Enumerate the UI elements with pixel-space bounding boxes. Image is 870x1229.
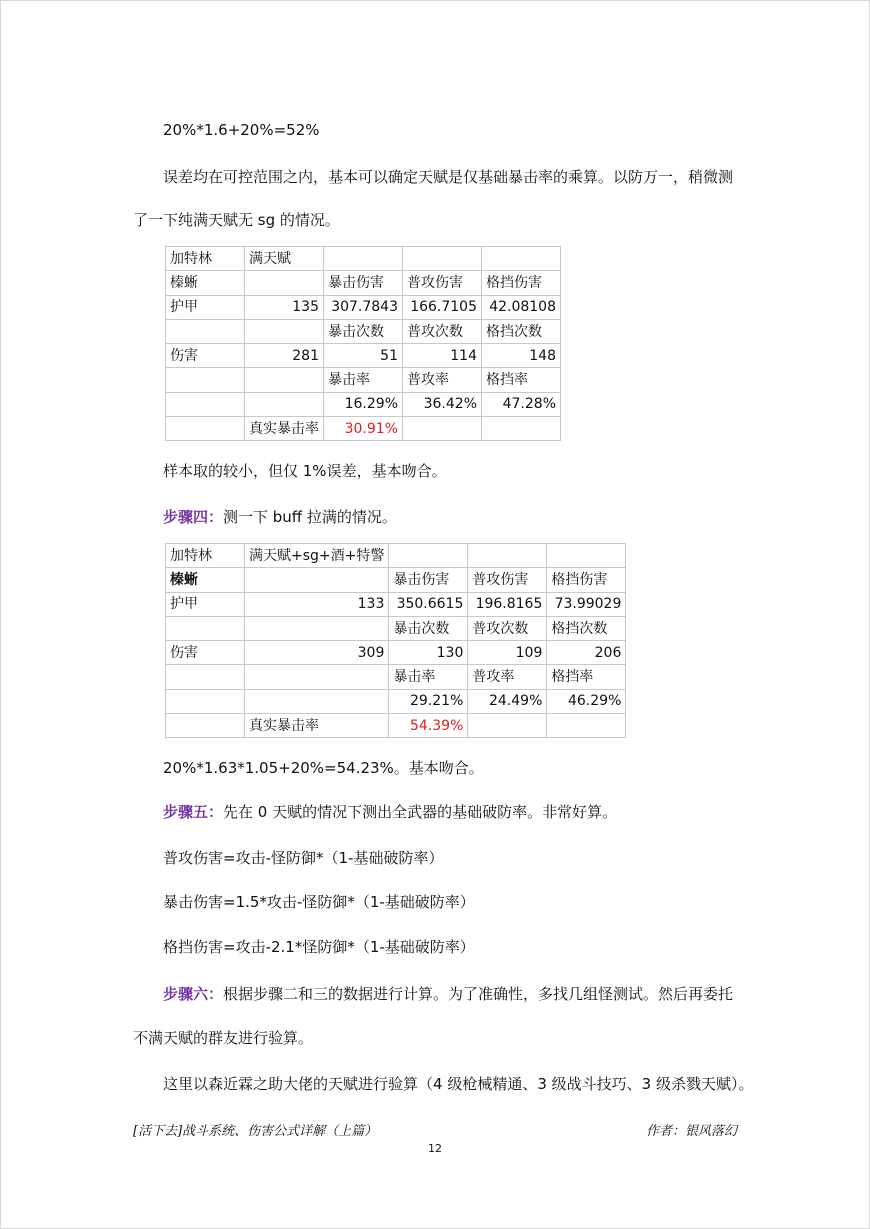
table-cell: 真实暴击率 xyxy=(245,714,389,738)
table-cell xyxy=(245,271,324,295)
table-cell: 加特林 xyxy=(166,247,245,271)
table-row xyxy=(166,392,561,416)
step-4-label: 步骤四： xyxy=(163,508,224,526)
table-cell: 暴击次数 xyxy=(324,319,403,343)
table-cell: 73.99029 xyxy=(547,592,626,616)
table-cell xyxy=(403,417,482,441)
table-cell xyxy=(166,368,245,392)
paragraph-error-range-cont: 了一下纯满天赋无 sg 的情况。 xyxy=(133,211,340,229)
table-cell: 307.7843 xyxy=(324,295,403,319)
table-cell: 29.21% xyxy=(389,689,468,713)
table-cell: 普攻率 xyxy=(403,368,482,392)
paragraph-verification: 这里以森近霖之助大佬的天赋进行验算（4 级枪械精通、3 级战斗技巧、3 级杀戮天赋）。 xyxy=(163,1075,754,1093)
table-full-talent xyxy=(165,246,561,441)
table-cell: 133 xyxy=(245,592,389,616)
table-cell: 46.29% xyxy=(547,689,626,713)
table-row xyxy=(166,641,626,665)
table-cell: 54.39% xyxy=(389,714,468,738)
formula-normal-damage: 普攻伤害=攻击-怪防御*（1-基础破防率） xyxy=(163,849,444,867)
table-row xyxy=(166,368,561,392)
table-cell xyxy=(245,665,389,689)
table-row xyxy=(166,319,561,343)
table-cell xyxy=(245,568,389,592)
table-cell xyxy=(166,665,245,689)
table-cell: 格挡伤害 xyxy=(547,568,626,592)
table-cell: 普攻率 xyxy=(468,665,547,689)
table-cell xyxy=(547,714,626,738)
table-cell: 真实暴击率 xyxy=(245,417,324,441)
table-cell: 130 xyxy=(389,641,468,665)
table-cell xyxy=(245,319,324,343)
table-cell: 暴击伤害 xyxy=(324,271,403,295)
table-cell xyxy=(245,392,324,416)
table-cell: 普攻次数 xyxy=(403,319,482,343)
paragraph-sample-note: 样本取的较小，但仅 1%误差，基本吻合。 xyxy=(163,462,447,480)
table-cell: 暴击率 xyxy=(324,368,403,392)
table-cell xyxy=(245,368,324,392)
page-number: 12 xyxy=(428,1142,442,1155)
table-cell: 普攻次数 xyxy=(468,616,547,640)
formula-line-1: 20%*1.6+20%=52% xyxy=(163,121,320,139)
paragraph-step-4 xyxy=(163,507,397,527)
table-cell xyxy=(482,247,561,271)
paragraph-error-range: 误差均在可控范围之内，基本可以确定天赋是仅基础暴击率的乘算。以防万一，稍微测 xyxy=(163,168,734,186)
table-cell: 格挡率 xyxy=(547,665,626,689)
table-cell xyxy=(166,319,245,343)
table-cell: 普攻伤害 xyxy=(468,568,547,592)
table-cell: 伤害 xyxy=(166,641,245,665)
table-cell: 格挡次数 xyxy=(482,319,561,343)
table-cell xyxy=(166,616,245,640)
table-row xyxy=(166,665,626,689)
table-cell: 109 xyxy=(468,641,547,665)
table-cell xyxy=(389,544,468,568)
formula-crit-damage: 暴击伤害=1.5*攻击-怪防御*（1-基础破防率） xyxy=(163,893,475,911)
table-cell xyxy=(547,544,626,568)
step-5-label: 步骤五： xyxy=(163,803,224,821)
paragraph-step-6-cont: 不满天赋的群友进行验算。 xyxy=(133,1029,314,1047)
table-row xyxy=(166,544,626,568)
table-cell: 16.29% xyxy=(324,392,403,416)
table-cell: 暴击次数 xyxy=(389,616,468,640)
table-cell: 满天赋 xyxy=(245,247,324,271)
paragraph-step-6 xyxy=(163,984,733,1004)
table-cell: 30.91% xyxy=(324,417,403,441)
table-cell: 350.6615 xyxy=(389,592,468,616)
table-cell: 148 xyxy=(482,344,561,368)
table-cell: 309 xyxy=(245,641,389,665)
table-cell xyxy=(166,392,245,416)
table-cell: 暴击伤害 xyxy=(389,568,468,592)
table-cell xyxy=(166,689,245,713)
table-cell xyxy=(468,544,547,568)
formula-line-2: 20%*1.63*1.05+20%=54.23%。基本吻合。 xyxy=(163,759,484,777)
table-cell: 24.49% xyxy=(468,689,547,713)
table-cell xyxy=(166,417,245,441)
table-cell: 206 xyxy=(547,641,626,665)
table-cell: 榛蜥 xyxy=(166,568,245,592)
step-6-label: 步骤六： xyxy=(163,985,224,1003)
table-cell: 加特林 xyxy=(166,544,245,568)
table-cell: 47.28% xyxy=(482,392,561,416)
table-cell: 格挡率 xyxy=(482,368,561,392)
table-row xyxy=(166,568,626,592)
table-cell: 114 xyxy=(403,344,482,368)
table-row xyxy=(166,714,626,738)
paragraph-step-5 xyxy=(163,802,617,822)
table-cell: 135 xyxy=(245,295,324,319)
table-cell: 暴击率 xyxy=(389,665,468,689)
table-cell: 51 xyxy=(324,344,403,368)
table-cell xyxy=(245,689,389,713)
table-cell: 普攻伤害 xyxy=(403,271,482,295)
table-cell xyxy=(166,714,245,738)
formula-block-damage: 格挡伤害=攻击-2.1*怪防御*（1-基础破防率） xyxy=(163,938,475,956)
table-cell: 36.42% xyxy=(403,392,482,416)
table-row xyxy=(166,417,561,441)
table-cell: 196.8165 xyxy=(468,592,547,616)
table-cell xyxy=(468,714,547,738)
step-6-text: 根据步骤二和三的数据进行计算。为了准确性，多找几组怪测试。然后再委托 xyxy=(223,985,734,1003)
table-cell: 格挡次数 xyxy=(547,616,626,640)
table-row xyxy=(166,689,626,713)
table-cell: 格挡伤害 xyxy=(482,271,561,295)
table-cell: 42.08108 xyxy=(482,295,561,319)
step-4-text: 测一下 buff 拉满的情况。 xyxy=(223,508,397,526)
table-cell: 281 xyxy=(245,344,324,368)
table-row xyxy=(166,271,561,295)
table-row xyxy=(166,592,626,616)
table-cell: 伤害 xyxy=(166,344,245,368)
step-5-text: 先在 0 天赋的情况下测出全武器的基础破防率。非常好算。 xyxy=(223,803,618,821)
table-buff-max xyxy=(165,543,626,738)
table-cell xyxy=(482,417,561,441)
footer-title: [活下去]战斗系统、伤害公式详解（上篇） xyxy=(133,1124,378,1139)
table-row xyxy=(166,295,561,319)
table-cell: 护甲 xyxy=(166,295,245,319)
table-cell: 166.7105 xyxy=(403,295,482,319)
table-row xyxy=(166,247,561,271)
table-cell xyxy=(324,247,403,271)
table-cell: 榛蜥 xyxy=(166,271,245,295)
table-cell xyxy=(245,616,389,640)
table-cell: 护甲 xyxy=(166,592,245,616)
table-row xyxy=(166,616,626,640)
table-cell: 满天赋+sg+酒+特警 xyxy=(245,544,389,568)
table-cell xyxy=(403,247,482,271)
table-row xyxy=(166,344,561,368)
footer-author: 作者：银风落幻 xyxy=(645,1124,737,1139)
